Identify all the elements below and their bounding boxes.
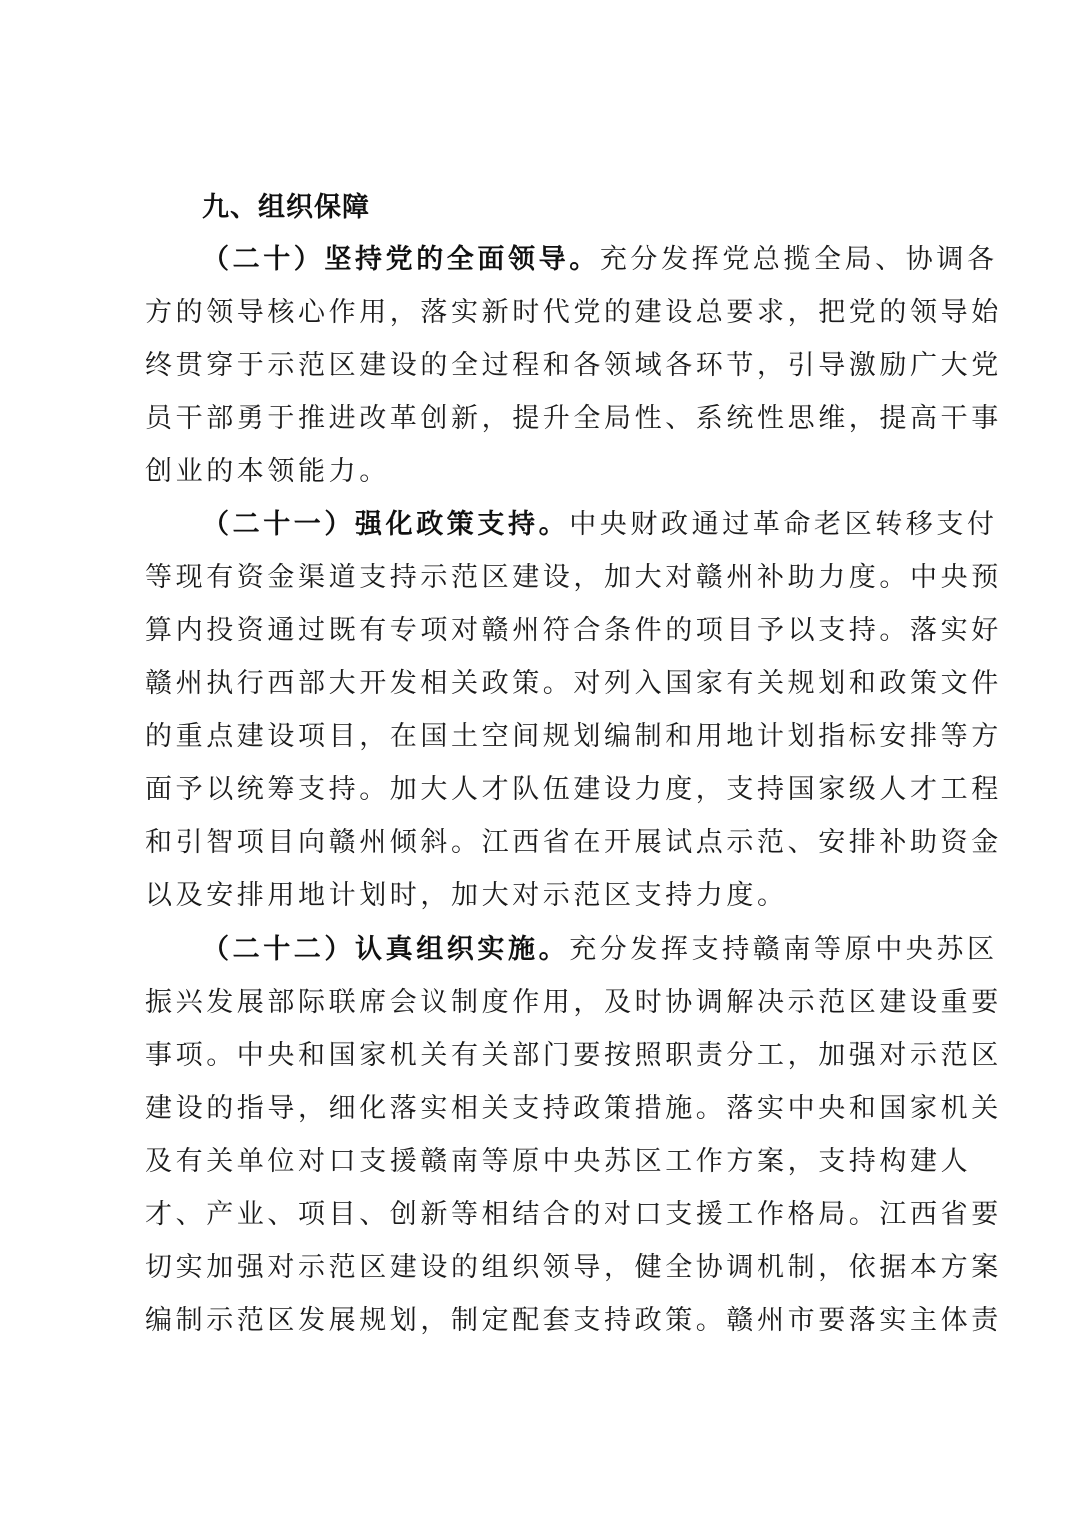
paragraph-lead-title: （二十二）认真组织实施。 [202, 934, 570, 965]
section-heading: 九、组织保障 [202, 192, 370, 223]
paragraph-line: 建设的指导，细化落实相关支持政策措施。落实中央和国家机关 [145, 1093, 1002, 1124]
paragraph-text: 充分发挥党总揽全局、协调各 [599, 244, 998, 275]
paragraph-line: 才、产业、项目、创新等相结合的对口支援工作格局。江西省要 [145, 1199, 1002, 1230]
paragraph-line: 员干部勇于推进改革创新，提升全局性、系统性思维，提高干事 [145, 403, 1002, 434]
paragraph-line: 事项。中央和国家机关有关部门要按照职责分工，加强对示范区 [145, 1040, 1002, 1071]
paragraph-lead-title: （二十一）强化政策支持。 [202, 509, 570, 540]
paragraph-line: 面予以统筹支持。加大人才队伍建设力度，支持国家级人才工程 [145, 774, 1002, 805]
paragraph-line: 等现有资金渠道支持示范区建设，加大对赣州补助力度。中央预 [145, 562, 1002, 593]
paragraph-line [202, 499, 998, 551]
paragraph-line [202, 234, 998, 286]
paragraph-line: 振兴发展部际联席会议制度作用，及时协调解决示范区建设重要 [145, 987, 1002, 1018]
paragraph-line [202, 924, 998, 976]
paragraph-text: 中央财政通过革命老区转移支付 [569, 509, 998, 540]
paragraph-line: 创业的本领能力。 [145, 456, 390, 487]
paragraph-line: 的重点建设项目，在国土空间规划编制和用地计划指标安排等方 [145, 721, 1002, 752]
paragraph-line: 以及安排用地计划时，加大对示范区支持力度。 [145, 880, 788, 911]
paragraph-text: 充分发挥支持赣南等原中央苏区 [569, 934, 998, 965]
paragraph-line: 终贯穿于示范区建设的全过程和各领域各环节，引导激励广大党 [145, 350, 1002, 381]
paragraph-line: 算内投资通过既有专项对赣州符合条件的项目予以支持。落实好 [145, 615, 1002, 646]
paragraph-lead-title: （二十）坚持党的全面领导。 [202, 244, 600, 275]
paragraph-line: 编制示范区发展规划，制定配套支持政策。赣州市要落实主体责 [145, 1305, 1002, 1336]
paragraph-line: 切实加强对示范区建设的组织领导，健全协调机制，依据本方案 [145, 1252, 1002, 1283]
paragraph-line: 方的领导核心作用，落实新时代党的建设总要求，把党的领导始 [145, 297, 1002, 328]
paragraph-line: 和引智项目向赣州倾斜。江西省在开展试点示范、安排补助资金 [145, 827, 1002, 858]
paragraph-line: 赣州执行西部大开发相关政策。对列入国家有关规划和政策文件 [145, 668, 1002, 699]
paragraph-line: 及有关单位对口支援赣南等原中央苏区工作方案，支持构建人 [145, 1146, 972, 1177]
